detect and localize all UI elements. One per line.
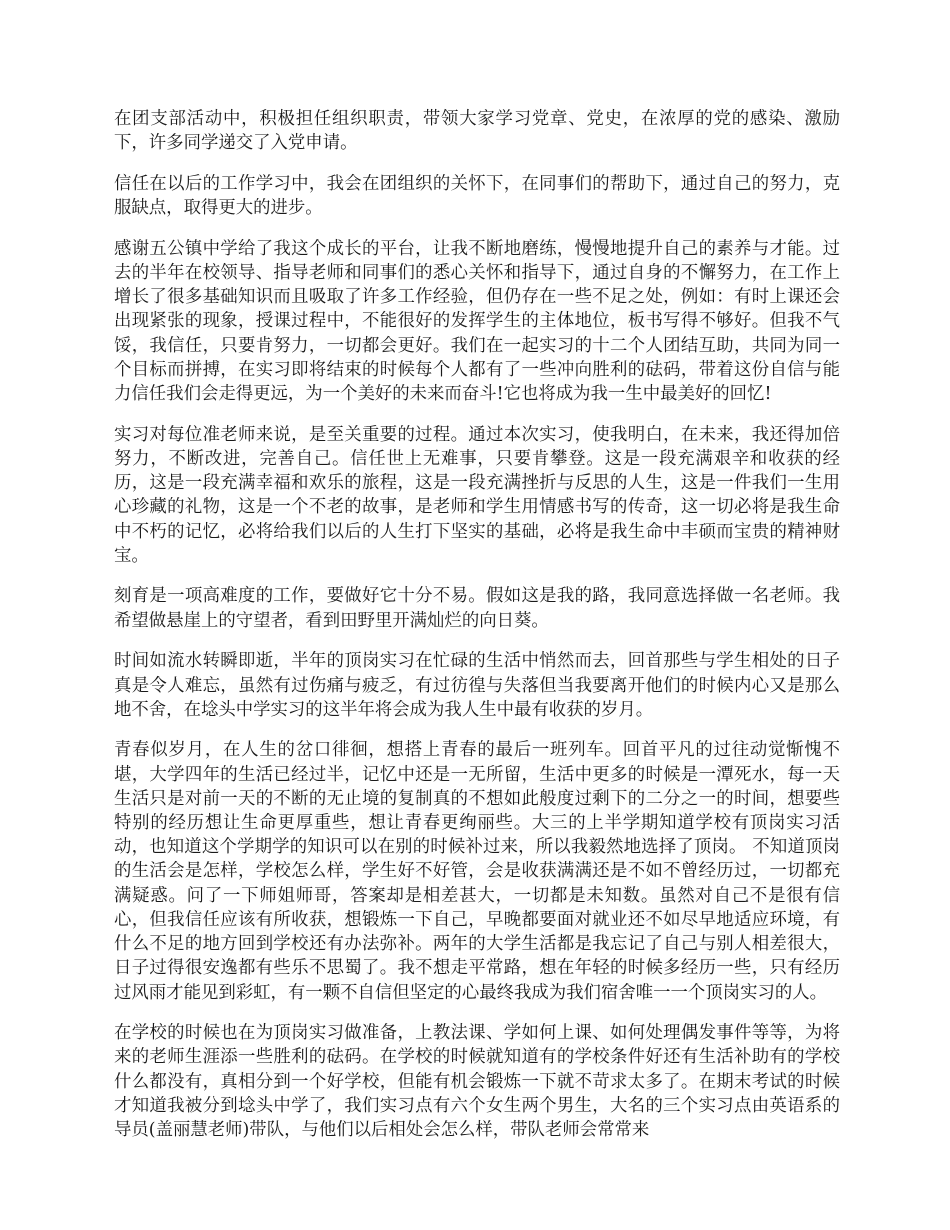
paragraph-4: 实习对每位准老师来说，是至关重要的过程。通过本次实习，使我明白，在未来，我还得加倍努力，不断改进，完善自己。信任世上无难事，只要肯攀登。这是一段充满艰辛和收获的经历，这是一段充满幸福和欢乐的旅程，这是一段充满挫折与反思的人生，这是一件我们一生用心珍藏的礼物，这是一个不老的故事，是老师和学生用情感书写的传奇，这一切必将是我生命中不朽的记忆，必将给我们以后的人生打下坚实的基础，必将是我生命中丰硕而宝贵的精神财宝。 xyxy=(114,424,840,566)
paragraph-2: 信任在以后的工作学习中，我会在团组织的关怀下，在同事们的帮助下，通过自己的努力，克服缺点，取得更大的进步。 xyxy=(114,173,840,219)
paragraph-7: 青春似岁月，在人生的岔口徘徊，想搭上青春的最后一班列车。回首平凡的过往动觉惭愧不堪，大学四年的生活已经过半，记忆中还是一无所留，生活中更多的时候是一潭死水，每一天生活只是对前一天的不断的无止境的复制真的不想如此般度过剩下的二分之一的时间，想要些特别的经历想让生命更厚重些，想让青春更绚丽些。大三的上半学期知道学校有顶岗实习活动，也知道这个学期学的知识可以在别的时候补过来，所以我毅然地选择了顶岗。 不知道顶岗的生活会是怎样，学校怎么样，学生好不好管，会是收获满满还是不如不曾经历过，一切都充满疑惑。问了一下师姐师哥，答案却是相差甚大，一切都是未知数。虽然对自己不是很有信心，但我信任应该有所收获，想锻炼一下自己，早晚都要面对就业还不如尽早地适应环境，有什么不足的地方回到学校还有办法弥补。两年的大学生活都是我忘记了自己与别人相差很大，日子过得很安逸都有些乐不思蜀了。我不想走平常路，想在年轻的时候多经历一些，只有经历过风雨才能见到彩虹，有一颗不自信但坚定的心最终我成为我们宿舍唯一一个顶岗实习的人。 xyxy=(114,740,840,1003)
paragraph-5: 刻育是一项高难度的工作，要做好它十分不易。假如这是我的路，我同意选择做一名老师。我希望做悬崖上的守望者，看到田野里开满灿烂的向日葵。 xyxy=(114,586,840,631)
paragraph-3: 感谢五公镇中学给了我这个成长的平台，让我不断地磨练，慢慢地提升自己的素养与才能。过去的半年在校领导、指导老师和同事们的悉心关怀和指导下，通过自身的不懈努力，在工作上增长了很多基础知识而且吸取了许多工作经验，但仍存在一些不足之处，例如：有时上课还会出现紧张的现象，授课过程中，不能很好的发挥学生的主体地位，板书写得不够好。但我不气馁，我信任，只要肯努力，一切都会更好。我们在一起实习的十二个人团结互助，共同为同一个目标而拼搏，在实习即将结束的时候每个人都有了一些冲向胜利的砝码，带着这份自信与能力信任我们会走得更远，为一个美好的未来而奋斗!它也将成为我一生中最美好的回忆! xyxy=(114,238,840,405)
paragraph-1: 在团支部活动中，积极担任组织职责，带领大家学习党章、党史，在浓厚的党的感染、激励下，许多同学递交了入党申请。 xyxy=(114,109,840,154)
document-body xyxy=(114,107,840,1159)
paragraph-6: 时间如流水转瞬即逝，半年的顶岗实习在忙碌的生活中悄然而去，回首那些与学生相处的日子真是令人难忘，虽然有过伤痛与疲乏，有过彷徨与失落但当我要离开他们的时候内心又是那么地不舍，在埝头中学实习的这半年将会成为我人生中最有收获的岁月。 xyxy=(114,651,840,720)
paragraph-8: 在学校的时候也在为顶岗实习做准备，上教法课、学如何上课、如何处理偶发事件等等，为将来的老师生涯添一些胜利的砝码。在学校的时候就知道有的学校条件好还有生活补助有的学校什么都没有，真相分到一个好学校，但能有机会锻炼一下就不苛求太多了。在期末考试的时候才知道我被分到埝头中学了，我们实习点有六个女生两个男生，大名的三个实习点由英语系的导员(盖丽慧老师)带队，与他们以后相处会怎么样，带队老师会常常来 xyxy=(114,1023,840,1141)
